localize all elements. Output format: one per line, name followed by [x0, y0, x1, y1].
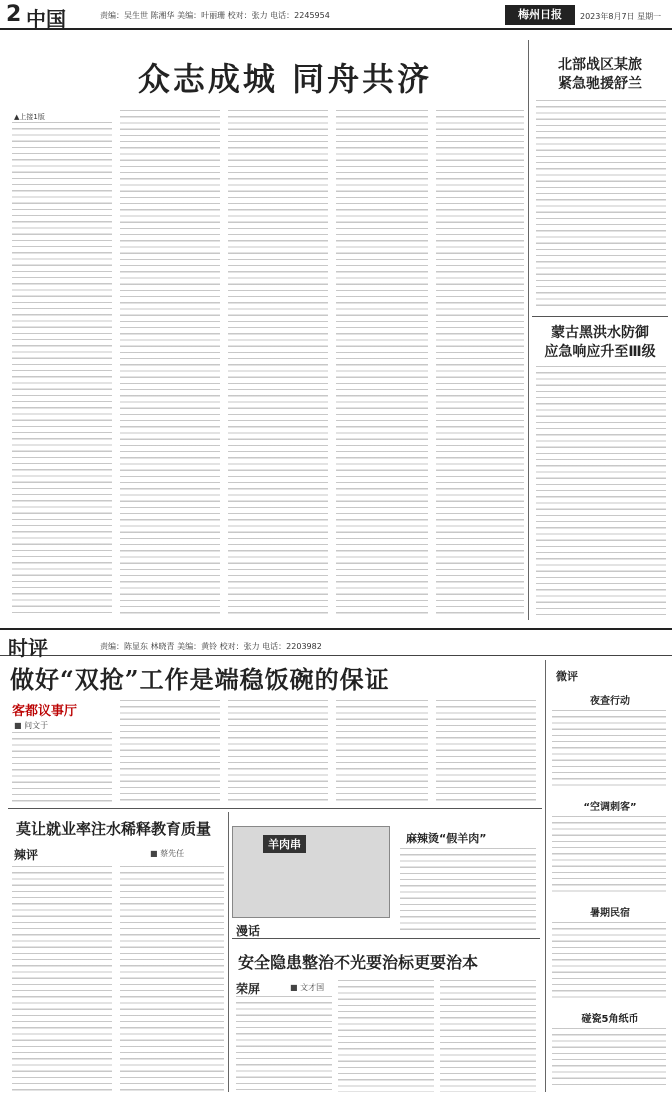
page-header: [0, 0, 672, 30]
commentary-col-4: [336, 700, 428, 802]
cartoon-title: 麻辣烫“假羊肉”: [406, 832, 487, 845]
main-article-col-5: [436, 110, 524, 617]
commentary-col-5: [436, 700, 536, 802]
micro-review-title-2: “空调刺客”: [583, 802, 637, 813]
commentary-col-2: [120, 700, 220, 802]
band-editors: 责编：陈显东 林晓青 美编：黄铃 校对：张力 电话：2203982: [100, 642, 322, 651]
main-headline: 众志成城 同舟共济: [137, 60, 433, 98]
commentary-headline: 做好“双抢”工作是端稳饭碗的保证: [10, 665, 390, 694]
article-2-tag: 辣评: [14, 848, 39, 862]
article-2-col-1: [12, 866, 112, 1092]
column-divider: [528, 40, 529, 620]
commentary-col-3: [228, 700, 328, 802]
commentary-band: [0, 628, 672, 660]
micro-review-title-3: 暑期民宿: [590, 908, 630, 919]
right-column-title: 微评: [556, 670, 578, 683]
cartoon-tag: 漫话: [236, 924, 261, 938]
main-article-col-3: [228, 110, 328, 617]
micro-review-body-1: [552, 710, 666, 790]
micro-review-title-1: 夜查行动: [590, 696, 630, 707]
side-headline-2-line1: 蒙古黑洪水防御: [551, 325, 649, 341]
section-divider: [8, 808, 542, 809]
editors-line: 责编：吴生世 陈湘华 美编：叶丽珊 校对：张力 电话：2245954: [100, 11, 330, 20]
article-2-col-2: [120, 866, 224, 1092]
side-divider: [532, 316, 668, 317]
main-article-col-4: [336, 110, 428, 617]
newspaper-logo: 梅州日报: [505, 5, 575, 25]
main-article-col-2: [120, 110, 220, 617]
commentary-badge: 客都议事厅: [12, 704, 78, 719]
side-headline-2: [530, 324, 670, 362]
micro-review-body-3: [552, 922, 666, 1002]
cartoon-text: [400, 848, 536, 932]
cartoon-illustration: [232, 826, 390, 918]
side-headline-1-line1: 北部战区某旅: [558, 57, 642, 73]
micro-review-title-4: 碰瓷5角纸币: [581, 1014, 639, 1025]
micro-review-body-2: [552, 816, 666, 896]
main-article-col-1: [12, 122, 112, 617]
side-headline-1-line2: 紧急驰援舒兰: [558, 76, 642, 92]
article-3-tag: 荣屏: [236, 982, 261, 996]
article-2-byline: ■ 蔡先任: [150, 849, 185, 858]
side-headline-1: [530, 56, 670, 94]
commentary-byline: ■ 问文于: [14, 721, 49, 730]
side-headline-2-line2: 应急响应升至Ⅲ级: [544, 344, 656, 360]
cartoon-caption: 羊肉串: [263, 835, 306, 853]
article-2-headline: 莫让就业率注水稀释教育质量: [16, 820, 212, 838]
page-number: 2: [6, 2, 22, 27]
article-3-col-2: [338, 980, 434, 1092]
article-3-col-1: [236, 996, 332, 1092]
commentary-col-1: [12, 732, 112, 802]
side-article-1-body: [536, 100, 666, 310]
column-divider-right: [545, 660, 546, 1092]
micro-review-body-4: [552, 1028, 666, 1090]
section-title: 中国: [26, 7, 66, 31]
main-lead: ▲上接1版: [14, 113, 45, 121]
column-divider-mid: [228, 812, 229, 1092]
article-3-col-3: [440, 980, 536, 1092]
article-3-headline: 安全隐患整治不光要治标更要治本: [238, 953, 479, 972]
cartoon-divider: [232, 938, 540, 939]
side-article-2-body: [536, 366, 666, 616]
issue-date: 2023年8月7日 星期一: [580, 12, 662, 21]
article-3-byline: ■ 文才国: [290, 983, 325, 992]
band-title: 时评: [8, 636, 48, 660]
